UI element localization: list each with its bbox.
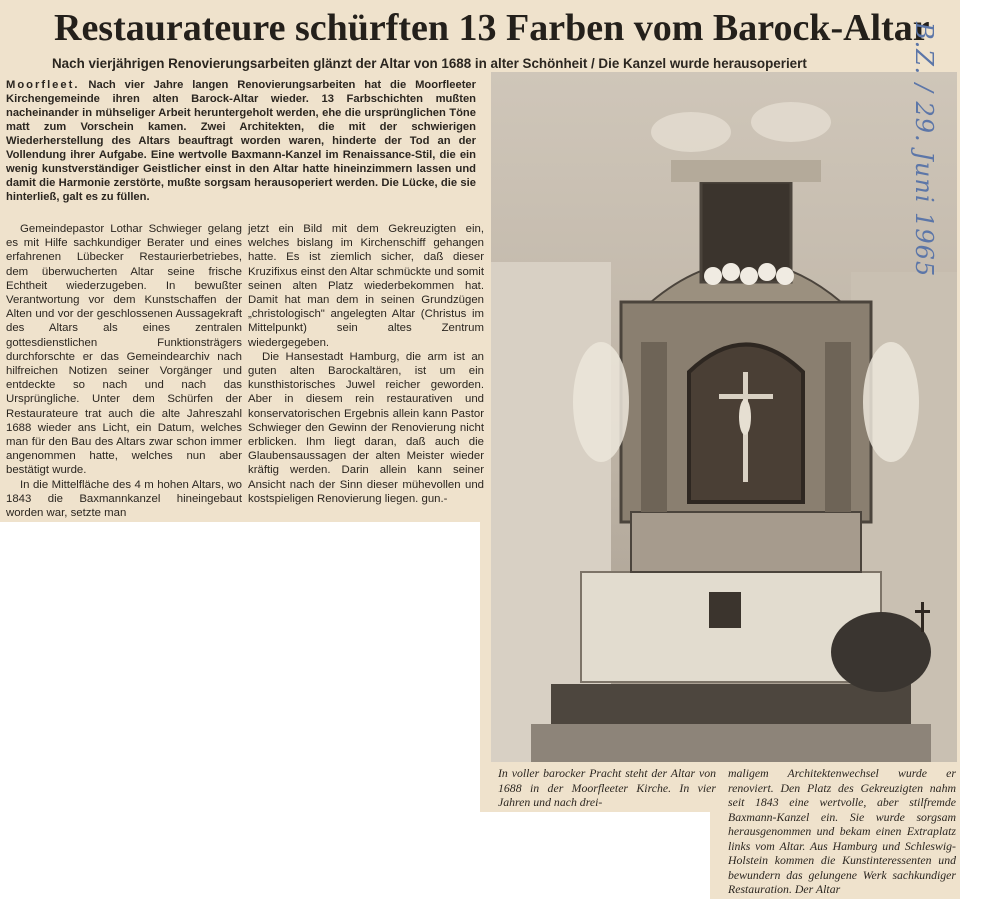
photo-caption-part-2: maligem Architektenwechsel wurde er renoviert. Den Platz des Gekreuzigten nahm seit 1843 eine wertvolle, aber stilfremde Baxmann-Kanzel ein. Sie wurde sorgsam herausgenommen und bekam einen Extraplatz links vom Altar. Aus Hamburg und Schleswig-Holstein kommen die Kunstinteressenten und bewundern das gelungene Werk sachkundiger Restauration. Der Altar	[728, 766, 956, 896]
lead-paragraph	[6, 78, 476, 204]
headline: Restaurateure schürften 13 Farben vom Barock-Altar	[54, 7, 930, 49]
body-paragraph: In die Mittelfläche des 4 m hohen Altars, wo 1843 die Baxmannkanzel hineingebaut worden war, setzte man	[6, 478, 242, 520]
body-paragraph: Die Hansestadt Hamburg, die arm ist an guten alten Barockaltären, ist um ein kunsthistorisches Juwel reicher geworden. Aber in diesem rein restaurativen und konservatorischen Ergebnis allein kann Pastor Schwieger den Gewinn der Renovierung nicht erblicken. Ihm liegt daran, daß auch die Glaubensaussagen der alten Meister wieder kräftig werden. Darin allein kann seiner Ansicht nach der Sinn dieser mühevollen und kostspieligen Renovierung liegen. gun.-	[248, 350, 484, 505]
body-paragraph: Gemeindepastor Lothar Schwieger gelang es mit Hilfe sachkundiger Berater und eines erfahrenen Lübecker Restaurierbetriebes, dem überwucherten Altar seine frische Echtheit wiederzugeben. In bewußter Verantwortung vor dem Kunstschaffen der Alten und vor der geschlossenen Aussagekraft des Altars als eines zentralen gottesdienstlichen Funktionsträgers durchforschte er das Gemeindearchiv nach hilfreichen Notizen seiner Vorgänger und entdeckte so nach und nach das Ursprüngliche. Unter dem Schürfen der Restaurateure trat auch die alte Jahreszahl 1688 wieder ans Licht, ein Datum, welches man für den Bau des Altars zwar schon immer angenommen hatte, welches nun aber bestätigt wurde.	[6, 223, 242, 477]
subheadline: Nach vierjährigen Renovierungsarbeiten glänzt der Altar von 1688 in alter Schönheit / Die Kanzel wurde herausoperiert	[52, 56, 807, 71]
handwritten-date-note	[910, 18, 1000, 318]
dateline: Moorfleet.	[6, 79, 80, 91]
handwritten-note-text: B.Z. / 29. Juni 1965	[910, 22, 938, 278]
body-paragraph: jetzt ein Bild mit dem Gekreuzigten ein, welches bislang im Kirchenschiff gehangen hatte. Es ist ziemlich sicher, daß dieser Kruzifixus einst den Altar schmückte und somit seinen alten Platz wiederbekommen hat. Damit hat man dem in seinen Grundzügen „christologisch" angelegten Altar (Christus im Mittelpunkt) sein altes Zentrum wiedergegeben.	[248, 223, 484, 349]
altar-illustration	[491, 72, 957, 762]
body-column-1	[6, 222, 242, 520]
photo-caption-part-1: In voller barocker Pracht steht der Altar von 1688 in der Moorfleeter Kirche. In vier Jahren und nach drei-	[498, 766, 716, 809]
altar-photo	[491, 72, 957, 762]
body-column-2	[248, 222, 484, 506]
lead-text: Nach vier Jahre langen Renovierungsarbeiten hat die Moorfleeter Kirchengemeinde ihren alten Barock-Altar wieder. 13 Farbschichten mußten nacheinander in mühseliger Arbeit heruntergeholt werden, ehe die ursprünglichen Töne matt zum Vorschein kamen. Zwei Architekten, die mit der schwierigen Wiederherstellung des Altars beauftragt worden waren, hinderte der Tod an der Vollendung ihrer Aufgabe. Eine wertvolle Baxmann-Kanzel im Renaissance-Stil, die ein wenig kunstverständiger Geistlicher einst in den Altar hatte hineinzimmern lassen und damit die Harmonie zerstörte, mußte sorgsam herausoperiert werden. Die Lücke, die sie hinterließ, galt es zu füllen.	[6, 79, 477, 203]
